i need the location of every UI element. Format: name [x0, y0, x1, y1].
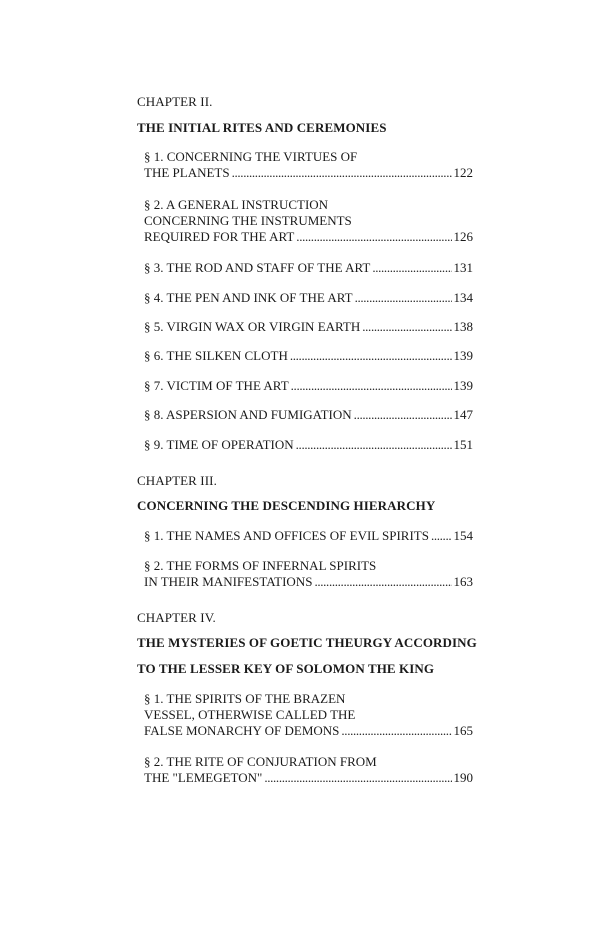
chapter-title: THE INITIAL RITES AND CEREMONIES [137, 120, 387, 135]
toc-entry[interactable] [144, 754, 473, 786]
dot-leader [314, 574, 451, 590]
entry-line: FALSE MONARCHY OF DEMONS [144, 723, 340, 738]
page-number: 126 [453, 229, 473, 244]
entry-line: § 1. THE SPIRITS OF THE BRAZEN [144, 691, 346, 706]
toc-entry[interactable] [144, 348, 473, 364]
page-number: 163 [453, 574, 473, 589]
entry-line: § 6. THE SILKEN CLOTH [144, 348, 288, 363]
entry-line: § 1. CONCERNING THE VIRTUES OF [144, 149, 358, 164]
dot-leader [291, 378, 452, 394]
entry-line: § 4. THE PEN AND INK OF THE ART [144, 290, 353, 305]
toc-entry[interactable] [144, 407, 473, 423]
page-number: 139 [453, 378, 473, 393]
chapter-title-continued: TO THE LESSER KEY OF SOLOMON THE KING [137, 661, 435, 676]
page-number: 154 [453, 528, 473, 543]
dot-leader [431, 528, 452, 544]
entry-line: § 3. THE ROD AND STAFF OF THE ART [144, 260, 371, 275]
page-number: 165 [453, 723, 473, 738]
dot-leader [341, 723, 451, 739]
toc-entry[interactable] [144, 290, 473, 306]
toc-entry[interactable] [144, 378, 473, 394]
entry-line: § 2. THE RITE OF CONJURATION FROM [144, 754, 377, 769]
page-number: 147 [453, 407, 473, 422]
entry-line: § 2. A GENERAL INSTRUCTION [144, 197, 329, 212]
dot-leader [296, 229, 451, 245]
chapter-title: THE MYSTERIES OF GOETIC THEURGY ACCORDING [137, 635, 477, 650]
entry-line: § 8. ASPERSION AND FUMIGATION [144, 407, 352, 422]
entry-line: § 2. THE FORMS OF INFERNAL SPIRITS [144, 558, 377, 573]
dot-leader [354, 407, 452, 423]
entry-line: REQUIRED FOR THE ART [144, 229, 295, 244]
page-number: 138 [453, 319, 473, 334]
dot-leader [290, 348, 452, 364]
entry-line: § 5. VIRGIN WAX OR VIRGIN EARTH [144, 319, 361, 334]
page-number: 131 [453, 260, 473, 275]
toc-entry[interactable] [144, 558, 473, 590]
entry-line: § 1. THE NAMES AND OFFICES OF EVIL SPIRITS [144, 528, 429, 543]
toc-entry[interactable] [144, 319, 473, 335]
chapter-label: CHAPTER III. [137, 473, 217, 488]
toc-entry[interactable] [144, 528, 473, 544]
dot-leader [232, 165, 452, 181]
page-number: 151 [453, 437, 473, 452]
entry-line: CONCERNING THE INSTRUMENTS [144, 213, 352, 228]
chapter-label: CHAPTER IV. [137, 610, 216, 625]
page-number: 122 [453, 165, 473, 180]
dot-leader [264, 770, 451, 786]
chapter-title: CONCERNING THE DESCENDING HIERARCHY [137, 498, 436, 513]
entry-line: THE PLANETS [144, 165, 230, 180]
entry-line: THE "LEMEGETON" [144, 770, 263, 785]
toc-entry[interactable] [144, 149, 473, 181]
toc-entry[interactable] [144, 197, 473, 245]
toc-entry[interactable] [144, 691, 473, 739]
entry-line: VESSEL, OTHERWISE CALLED THE [144, 707, 356, 722]
dot-leader [355, 290, 452, 306]
entry-line: § 7. VICTIM OF THE ART [144, 378, 289, 393]
dot-leader [296, 437, 452, 453]
chapter-label: CHAPTER II. [137, 94, 213, 109]
entry-line: § 9. TIME OF OPERATION [144, 437, 294, 452]
dot-leader [362, 319, 451, 335]
toc-entry[interactable] [144, 260, 473, 276]
page-number: 139 [453, 348, 473, 363]
toc-entry[interactable] [144, 437, 473, 453]
page-number: 190 [453, 770, 473, 785]
dot-leader [372, 260, 451, 276]
entry-line: IN THEIR MANIFESTATIONS [144, 574, 313, 589]
page-number: 134 [453, 290, 473, 305]
